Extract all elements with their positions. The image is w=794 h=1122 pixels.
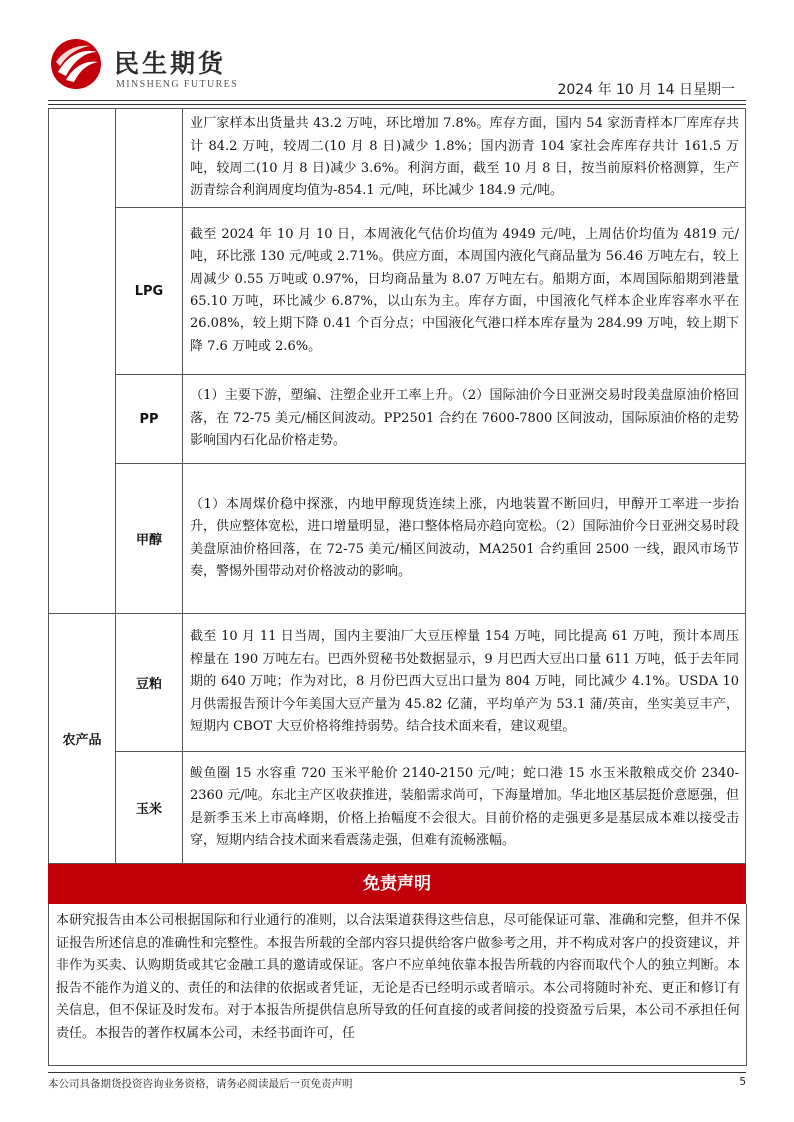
row-text: 截至 2024 年 10 月 10 日，本周液化气估价均值为 4949 元/吨，上周估价均值为 4819 元/吨，环比涨 130 元/吨或 2.71%。供应方面，本周国内液化气商品量为 56.46 万吨左右，较上周减少 0.55 万吨或 0.97%，日均商品量为 8.07 万吨左右。船期方面，本周国际船期到港量 65.10 万吨，环比减少 6.87%，以山东为主。库存方面，中国液化气样本企业库容率水平在 26.08%，较上期下降 0.41 个百分点；中国液化气港口样本库存量为 284.99 万吨，较上期下降 7.6 万吨或 2.6%。 (183, 208, 746, 375)
row-text: 鲅鱼圈 15 水容重 720 玉米平舱价 2140-2150 元/吨；蛇口港 15 水玉米散粮成交价 2340-2360 元/吨。东北主产区收获推进，装船需求尚可，下海量增加。华北地区基层挺价意愿强，但是新季玉米上市高峰期，价格上抬幅度不会很大。目前价格的走强更多是基层成本难以接受击穿，短期内结合技术面来看震荡走强，但难有流畅涨幅。 (183, 752, 746, 864)
table-row (49, 464, 746, 614)
table-row (49, 375, 746, 464)
row-label: 玉米 (116, 752, 183, 864)
table-row (49, 752, 746, 864)
logo-english-name: MINSHENG FUTURES (116, 79, 239, 90)
logo-chinese-name: 民生期货 (114, 49, 227, 78)
row-label: 甲醇 (116, 464, 183, 614)
header-divider (48, 100, 746, 101)
footer-note: 本公司具备期货投资咨询业务资格，请务必阅读最后一页免责声明 (48, 1078, 353, 1090)
category-cell: 农产品 (49, 614, 116, 864)
table-row (49, 109, 746, 208)
row-label: 豆粕 (116, 614, 183, 752)
report-date: 2024 年 10 月 14 日星期一 (557, 82, 735, 98)
row-text: 业厂家样本出货量共 43.2 万吨，环比增加 7.8%。库存方面，国内 54 家沥青样本厂库库存共计 84.2 万吨，较周二(10 月 8 日)减少 1.8%；国内沥青 104 家社会库库存共计 161.5 万吨，较周二(10 月 8 日)减少 3.6%。利润方面，截至 10 月 8 日，按当前原料价格测算，生产沥青综合利润周度均值为-854.1 元/吨，环比减少 184.9 元/吨。 (183, 109, 746, 208)
table-row (49, 208, 746, 375)
category-cell-energy (49, 109, 116, 614)
page-number: 5 (739, 1076, 746, 1088)
disclaimer-text: 本研究报告由本公司根据国际和行业通行的准则，以合法渠道获得这些信息，尽可能保证可靠、准确和完整，但并不保证报告所述信息的准确性和完整性。本报告所载的全部内容只提供给客户做参考之用，并不构成对客户的投资建议，并非作为买卖、认购期货或其它金融工具的邀请或保证。客户不应单纯依靠本报告所载的内容而取代个人的独立判断。本报告不能作为道义的、责任的和法律的依据或者凭证，无论是否已经明示或者暗示。本公司将随时补充、更正和修订有关信息，但不保证及时发布。对于本报告所提供信息所导致的任何直接的或者间接的投资盈亏后果，本公司不承担任何责任。本报告的著作权属本公司，未经书面许可，任 (48, 904, 747, 1066)
row-text: （1）主要下游，塑编、注塑企业开工率上升。（2）国际油价今日亚洲交易时段美盘原油价格回落，在 72-75 美元/桶区间波动。PP2501 合约在 7600-7800 区间波动，国际原油价格的走势影响国内石化品价格走势。 (183, 375, 746, 464)
disclaimer-title: 免责声明 (48, 864, 746, 904)
row-label: PP (116, 375, 183, 464)
minsheng-logo-icon (50, 38, 102, 90)
row-label: LPG (116, 208, 183, 375)
row-label (116, 109, 183, 208)
row-text: 截至 10 月 11 日当周，国内主要油厂大豆压榨量 154 万吨，同比提高 61 万吨，预计本周压榨量在 190 万吨左右。巴西外贸秘书处数据显示，9 月巴西大豆出口量 611 万吨，低于去年同期的 640 万吨；作为对比，8 月份巴西大豆出口量为 804 万吨，同比减少 4.1%。USDA 10 月供需报告预计今年美国大豆产量为 45.82 亿蒲，平均单产为 53.1 蒲/英亩，坐实美豆丰产，短期内 CBOT 大豆价格将维持弱势。结合技术面来看，建议观望。 (183, 614, 746, 752)
footer-divider (48, 1072, 746, 1073)
header-divider-thin (48, 104, 746, 105)
table-row (49, 614, 746, 752)
row-text: （1）本周煤价稳中探涨，内地甲醇现货连续上涨，内地装置不断回归，甲醇开工率进一步抬升，供应整体宽松，进口增量明显，港口整体格局亦趋向宽松。（2）国际油价今日亚洲交易时段美盘原油价格回落，在 72-75 美元/桶区间波动，MA2501 合约重回 2500 一线，跟风市场节奏，警惕外围带动对价格波动的影响。 (183, 464, 746, 614)
commodity-table (48, 108, 746, 864)
